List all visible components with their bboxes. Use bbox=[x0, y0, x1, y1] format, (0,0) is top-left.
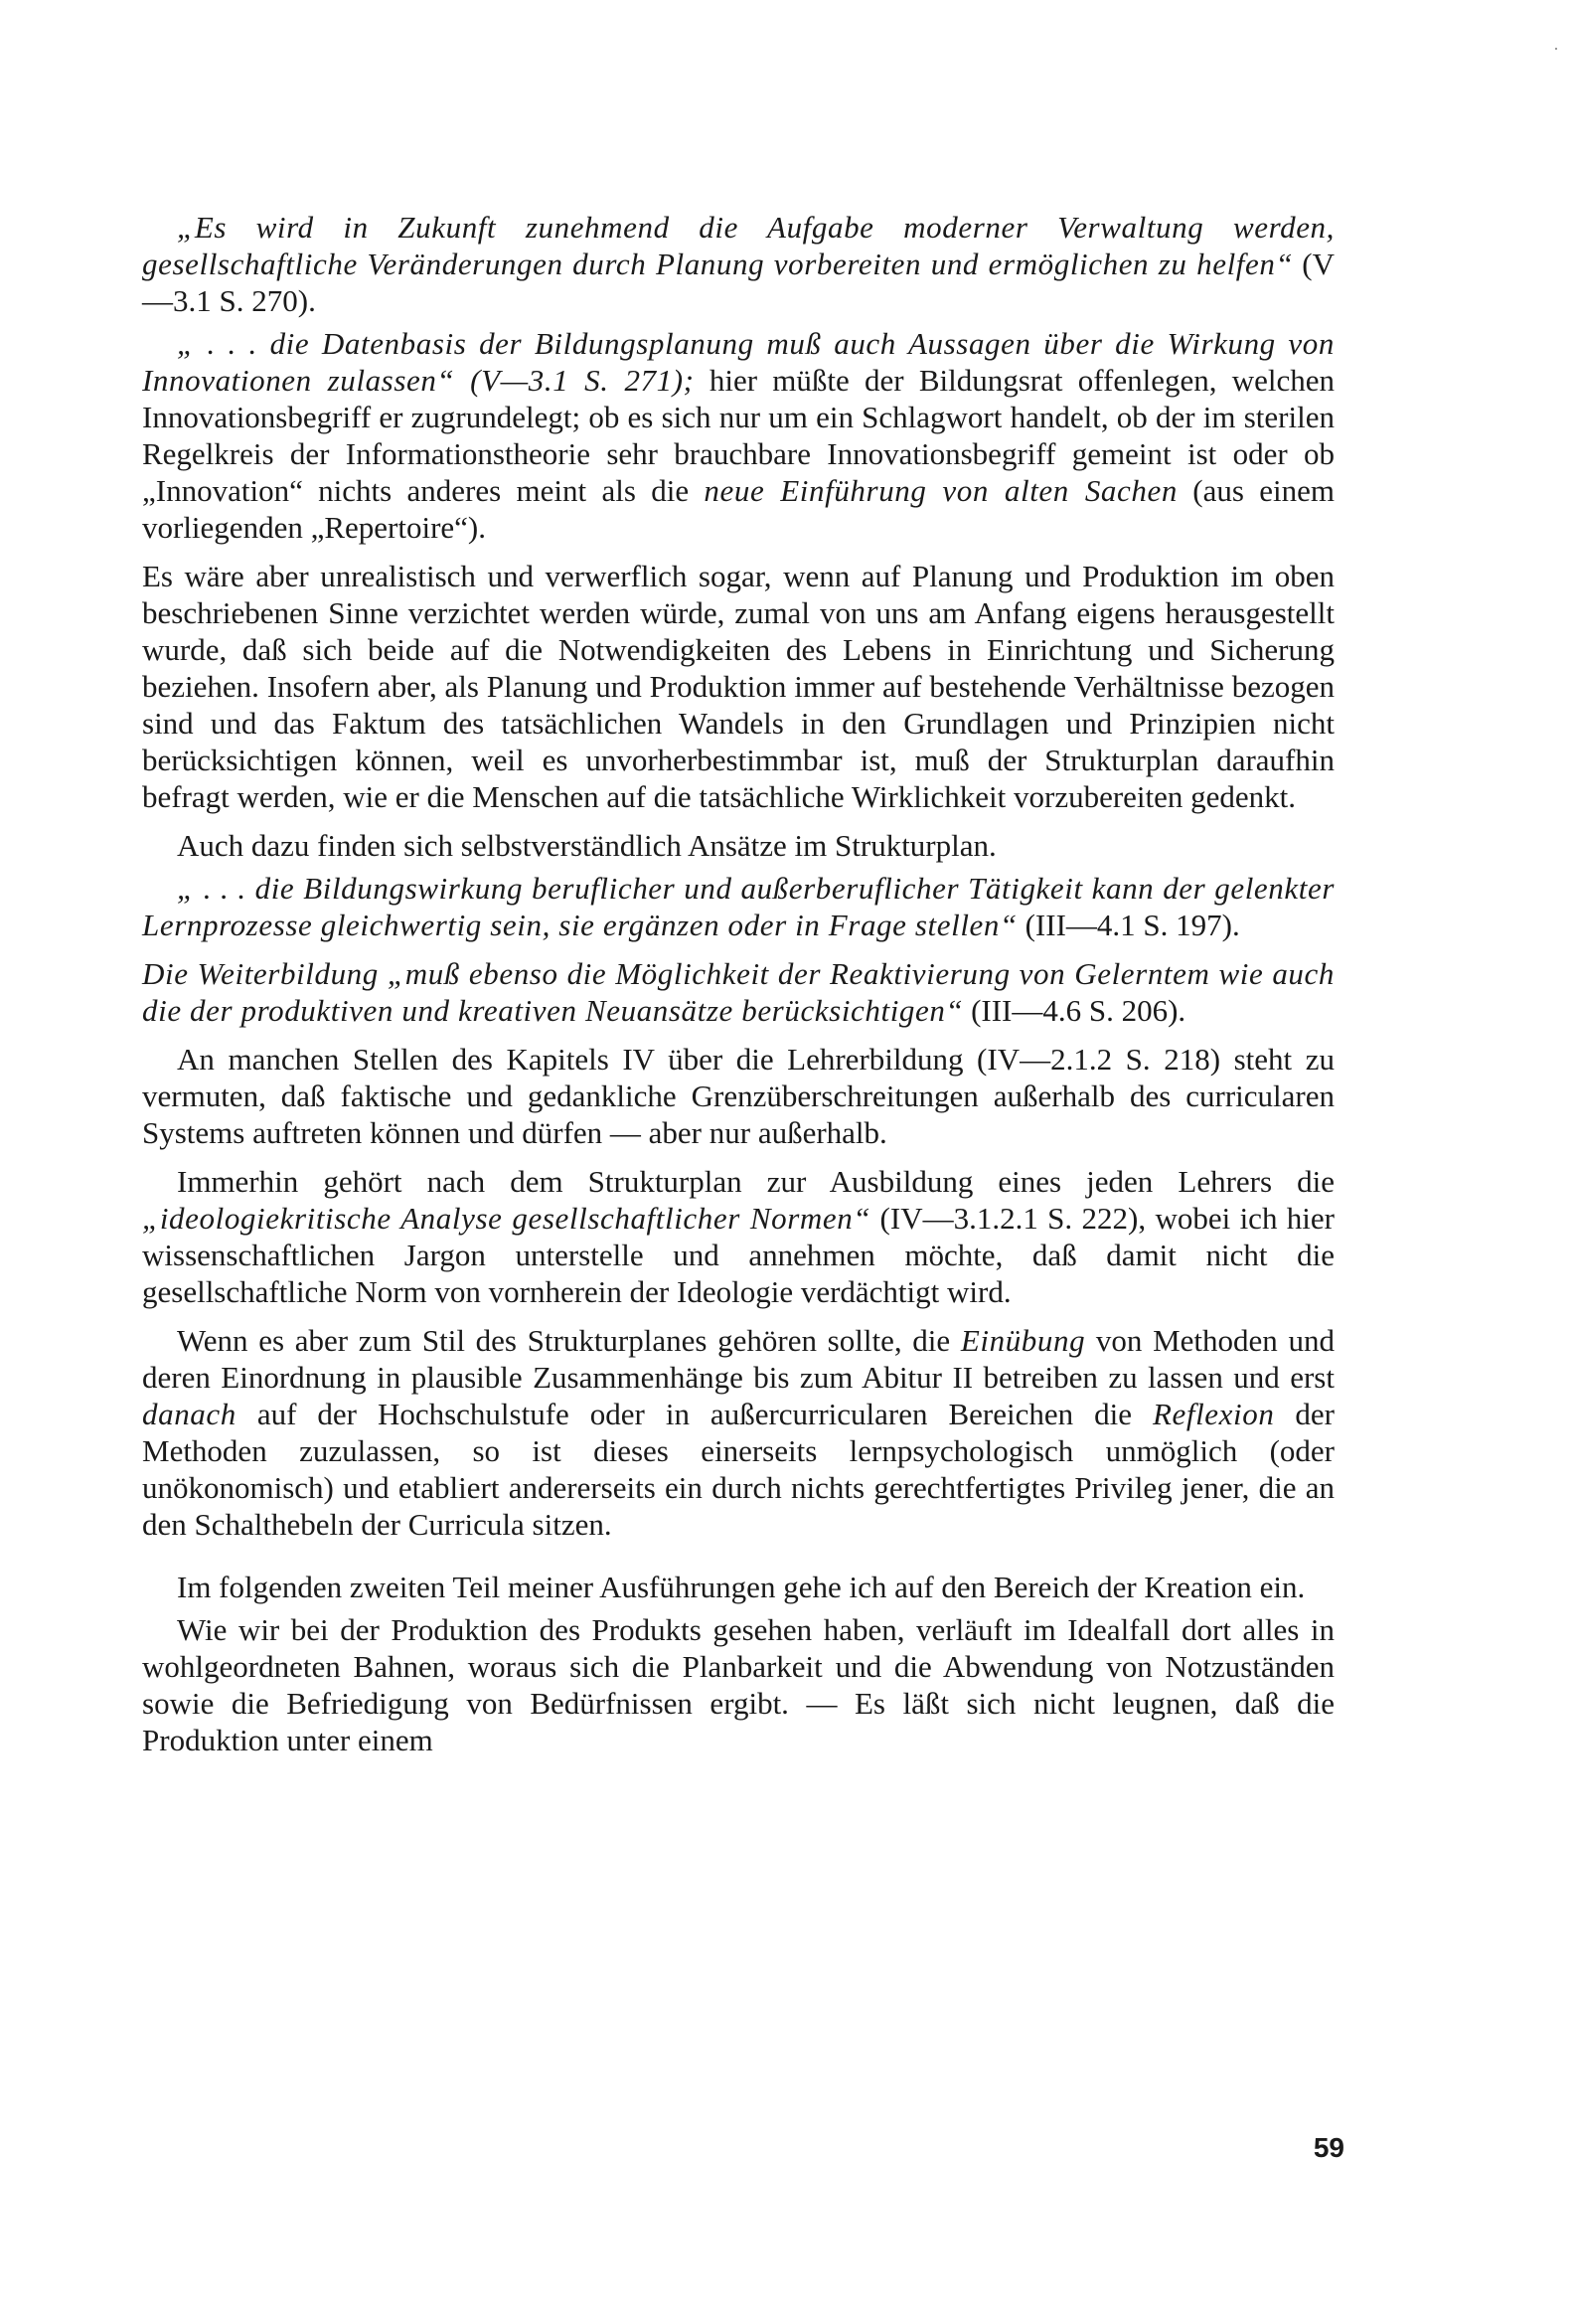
text-span: Die Weiterbildung „muß ebenso die Möglichkeit der Reaktivierung von Gelerntem wie auch die der produktiven und kreativen Neuansätze berücksichtigen“ bbox=[142, 956, 1335, 1028]
text-span: danach bbox=[142, 1397, 237, 1431]
text-span: (aus einem vorliegenden „Repertoire“). bbox=[142, 473, 1335, 545]
text-span: Einübung bbox=[960, 1323, 1086, 1358]
paragraph-8 bbox=[142, 1163, 1335, 1310]
paragraph-7 bbox=[142, 1041, 1335, 1151]
text-span: „ . . . die Datenbasis der Bildungsplanung muß auch Aussagen über die Wirkung von Innovationen zulassen“ (V—3.1 S. 271); bbox=[142, 326, 1335, 398]
paragraph-11 bbox=[142, 1611, 1335, 1758]
paragraph-2 bbox=[142, 325, 1335, 546]
text-span: Im folgenden zweiten Teil meiner Ausführungen gehe ich auf den Bereich der Kreation ein. bbox=[177, 1570, 1306, 1604]
text-span: „ . . . die Bildungswirkung beruflicher und außerberuflicher Tätigkeit kann der gelenkter Lernprozesse gleichwertig sein, sie ergänzen oder in Frage stellen“ bbox=[142, 871, 1335, 942]
text-span: auf der Hochschulstufe oder in außercurricularen Bereichen die bbox=[236, 1397, 1153, 1431]
text-span: Es wäre aber unrealistisch und verwerflich sogar, wenn auf Planung und Produktion im oben beschriebenen Sinne verzichtet werden würde, zumal von uns am Anfang eigens herausgestellt wurde, daß sich beide auf die Notwendigkeiten des Lebens in Einrichtung und Sicherung beziehen. Insofern aber, als Planung und Produktion immer auf bestehende Verhältnisse bezogen sind und das Faktum des tatsächlichen Wandels in den Grundlagen und Prinzipien nicht berücksichtigen können, weil es unvorherbestimmbar ist, muß der Strukturplan daraufhin befragt werden, wie er die Menschen auf die tatsächliche Wirklichkeit vorzubereiten gedenkt. bbox=[142, 559, 1335, 814]
text-span: „Es wird in Zukunft zunehmend die Aufgabe moderner Verwaltung werden, gesellschaftliche Veränderungen durch Planung vorbereiten und ermöglichen zu helfen“ bbox=[142, 210, 1335, 281]
paragraph-3 bbox=[142, 558, 1335, 815]
text-span: Auch dazu finden sich selbstverständlich Ansätze im Strukturplan. bbox=[177, 828, 997, 863]
scan-speck bbox=[1555, 48, 1557, 50]
paragraph-6 bbox=[142, 955, 1335, 1029]
text-span: neue Einführung von alten Sachen bbox=[704, 473, 1178, 508]
text-span: von Methoden und deren Einordnung in plausible Zusammenhänge bis zum Abitur II betreiben zu lassen und erst bbox=[142, 1323, 1335, 1395]
text-span: An manchen Stellen des Kapitels IV über die Lehrerbildung (IV—2.1.2 S. 218) steht zu vermuten, daß faktische und gedankliche Grenzüberschreitungen außerhalb des curricularen Systems auftreten können und dürfen — aber nur außerhalb. bbox=[142, 1042, 1335, 1150]
text-span: Reflexion bbox=[1152, 1397, 1275, 1431]
text-span: (IV—3.1.2.1 S. 222), wobei ich hier wissenschaftlichen Jargon unterstelle und annehmen möchte, daß damit nicht die gesellschaftliche Norm von vornherein der Ideologie verdächtigt wird. bbox=[142, 1201, 1335, 1309]
paragraph-4 bbox=[142, 827, 1335, 864]
text-span: (V—3.1 S. 270). bbox=[142, 247, 1335, 318]
text-span: der Methoden zuzulassen, so ist dieses einerseits lernpsychologisch unmöglich (oder unökonomisch) und etabliert andererseits ein durch nichts gerechtfertigtes Privileg jener, die an den Schalthebeln der Curricula sitzen. bbox=[142, 1397, 1335, 1542]
page-number: 59 bbox=[1313, 2132, 1344, 2163]
paragraph-1 bbox=[142, 209, 1335, 319]
text-span: „ideologiekritische Analyse gesellschaftlicher Normen“ bbox=[142, 1201, 871, 1236]
text-span: (III—4.1 S. 197). bbox=[1017, 908, 1240, 942]
body-text bbox=[142, 209, 1335, 1770]
paragraph-10 bbox=[142, 1569, 1335, 1605]
text-span: (III—4.6 S. 206). bbox=[963, 993, 1186, 1028]
text-span: Wenn es aber zum Stil des Strukturplanes gehören sollte, die bbox=[177, 1323, 961, 1358]
paragraph-9 bbox=[142, 1322, 1335, 1543]
text-span: Immerhin gehört nach dem Strukturplan zur Ausbildung eines jeden Lehrers die bbox=[177, 1164, 1335, 1199]
paragraph-5 bbox=[142, 870, 1335, 943]
text-span: Wie wir bei der Produktion des Produkts gesehen haben, verläuft im Idealfall dort alles in wohlgeordneten Bahnen, woraus sich die Planbarkeit und die Abwendung von Notzuständen sowie die Befriedigung von Bedürfnissen ergibt. — Es läßt sich nicht leugnen, daß die Produktion unter einem bbox=[142, 1612, 1335, 1757]
text-span: hier müßte der Bildungsrat offenlegen, welchen Innovationsbegriff er zugrundelegt; ob es sich nur um ein Schlagwort handelt, ob der im sterilen Regelkreis der Informationstheorie sehr brauchbare Innovationsbegriff gemeint ist oder ob „Innovation“ nichts anderes meint als die bbox=[142, 363, 1335, 508]
